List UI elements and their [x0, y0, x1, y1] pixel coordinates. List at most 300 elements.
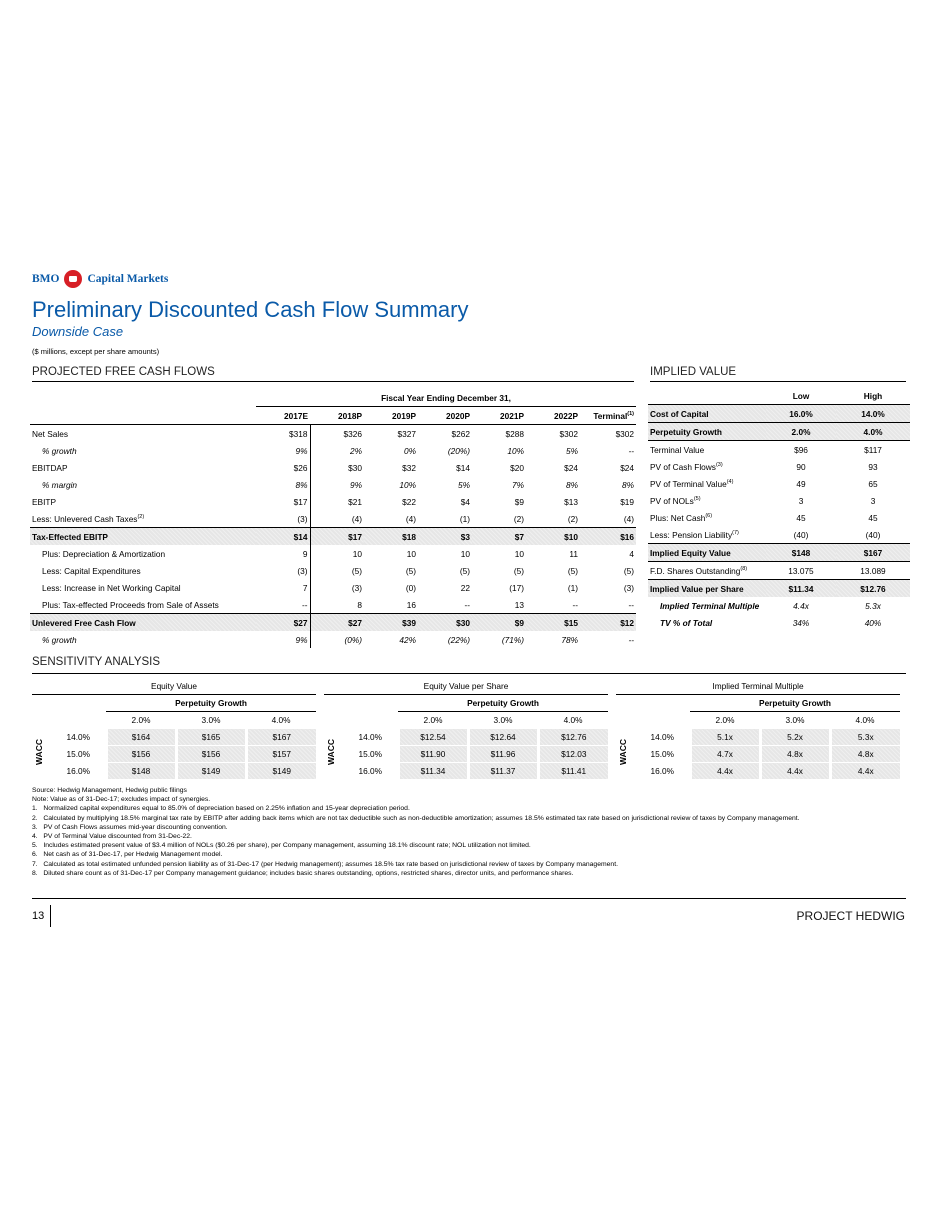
fcf-cell: --	[464, 599, 470, 610]
fcf-row-label-text: Net Sales	[32, 428, 68, 439]
fcf-row-1	[30, 442, 636, 459]
footnotes	[32, 786, 892, 878]
fcf-header-blank	[30, 407, 256, 425]
fcf-row-label	[30, 631, 256, 648]
fcf-row-8	[30, 562, 636, 579]
sens-wacc-label: WACC	[617, 739, 628, 765]
fcf-cell: $17	[310, 528, 364, 546]
sens-wacc-value: 16.0%	[52, 763, 106, 780]
fcf-cell: 10%	[399, 479, 416, 490]
fcf-cell: $39	[364, 614, 418, 632]
fcf-row-label	[30, 459, 256, 476]
sens-wacc-value: 15.0%	[636, 746, 690, 763]
sens-growth-header: 2.0%	[715, 715, 735, 725]
iv-row-label-text: Perpetuity Growth	[650, 426, 722, 437]
iv-row-label	[648, 562, 766, 580]
fcf-cell: $22	[402, 496, 416, 507]
iv-row-6	[648, 509, 910, 526]
fcf-row-label	[30, 614, 256, 632]
sens-cell: 4.8x	[830, 746, 900, 763]
fcf-col-label: 2021P	[500, 410, 524, 421]
fcf-row-10	[30, 596, 636, 614]
footnote-4: 3. PV of Cash Flows assumes mid-year discounting convention.	[32, 823, 228, 831]
iv-row-label-note: (6)	[705, 512, 713, 519]
sens-wacc-row	[32, 746, 316, 763]
iv-low-value: 16.0%	[766, 405, 836, 423]
sens-blank	[52, 712, 106, 729]
fcf-cell: $21	[348, 496, 362, 507]
sens-growth-header: 4.0%	[855, 715, 875, 725]
sens-cell: $11.90	[398, 746, 468, 763]
footnote-3: 2. Calculated by multiplying 18.5% marginal tax rate by EBITP after adding back items which are not tax deductible such as non-deductible amortization; assumes 18.5% estimated tax rate based on jurisdictional review of taxes by Company management.	[32, 814, 800, 822]
iv-low-value: 3	[798, 495, 804, 506]
sens-growth-header: 2.0%	[131, 715, 151, 725]
fcf-row-label	[30, 528, 256, 546]
fcf-cell: $26	[256, 459, 310, 476]
fcf-cell: --	[256, 596, 310, 614]
fcf-cell: $9	[514, 496, 524, 507]
iv-row-label	[648, 492, 766, 509]
fcf-cell: (0%)	[344, 634, 362, 645]
fcf-cell: 78%	[561, 634, 578, 645]
fcf-cell: 10	[460, 548, 470, 559]
fcf-cell: 9	[256, 545, 310, 562]
sens-pg-row	[32, 695, 316, 712]
iv-row-0	[648, 405, 910, 423]
iv-row-label	[648, 441, 766, 459]
iv-low-value: 90	[796, 461, 806, 472]
fcf-cell: 10	[406, 548, 416, 559]
iv-row-label	[648, 405, 766, 423]
sens-blank	[32, 712, 52, 729]
sens-wacc-value: 15.0%	[344, 746, 398, 763]
iv-row-label	[648, 458, 766, 475]
fcf-cell: 2%	[350, 445, 362, 456]
sens-blank	[636, 695, 690, 712]
sens-growth-header: 4.0%	[563, 715, 583, 725]
iv-row-1	[648, 423, 910, 441]
fcf-row-label-text: Less: Increase in Net Working Capital	[42, 582, 181, 593]
iv-row-label-text: PV of Terminal Value	[650, 478, 727, 489]
iv-low-value: 49	[796, 478, 806, 489]
fcf-section-title: PROJECTED FREE CASH FLOWS	[32, 366, 215, 378]
footnote-2: 1. Normalized capital expenditures equal to 85.0% of depreciation based on 2.25% inflation and 15-year depreciation period.	[32, 805, 410, 813]
fcf-row-label-text: Less: Unlevered Cash Taxes	[32, 513, 138, 524]
iv-row-label-text: Implied Value per Share	[650, 583, 744, 594]
iv-row-label	[648, 509, 766, 526]
fcf-cell: $9	[472, 614, 526, 632]
sens-blank	[616, 712, 636, 729]
footer-rule	[32, 898, 906, 899]
iv-row-label-text: Less: Pension Liability	[650, 529, 733, 540]
fcf-row-label-note: (2)	[137, 513, 145, 520]
iv-row-label-note: (4)	[726, 478, 734, 485]
fcf-cell: 10	[352, 548, 362, 559]
sens-wacc-value: 14.0%	[52, 729, 106, 746]
sens-cell: 4.7x	[690, 746, 760, 763]
sens-wacc-label: WACC	[325, 739, 336, 765]
sens-wacc-value: 15.0%	[52, 746, 106, 763]
project-name: PROJECT HEDWIG	[796, 909, 905, 923]
fcf-row-7	[30, 545, 636, 562]
iv-low-value: $11.34	[766, 580, 836, 598]
iv-high-value: 13.089	[836, 562, 910, 580]
iv-header-high: High	[836, 387, 910, 405]
page-subtitle: Downside Case	[32, 324, 124, 339]
fcf-cell: 5%	[566, 445, 578, 456]
iv-row-label	[648, 475, 766, 492]
iv-row-label-note: (5)	[693, 495, 701, 502]
fcf-col-label: 2019P	[392, 410, 416, 421]
fcf-cell: $326	[343, 428, 362, 439]
fcf-cell: $14	[456, 462, 470, 473]
fcf-section-rule	[32, 381, 634, 382]
iv-row-label	[648, 597, 766, 614]
sens-pg-label: Perpetuity Growth	[398, 695, 608, 712]
sens-wacc-value: 16.0%	[636, 763, 690, 780]
iv-row-label	[648, 544, 766, 562]
fcf-cell: (17)	[509, 582, 524, 593]
fcf-row-12	[30, 631, 636, 648]
fcf-row-label-text: % margin	[42, 479, 78, 490]
iv-row-4	[648, 475, 910, 492]
fcf-column-header-row	[30, 407, 636, 425]
sens-wacc-value: 14.0%	[636, 729, 690, 746]
fcf-cell: (4)	[405, 513, 416, 524]
sens-title-row	[616, 678, 900, 695]
fcf-cell: (2)	[567, 513, 578, 524]
implied-section-rule	[650, 381, 906, 382]
fcf-row-label	[30, 579, 256, 596]
fcf-cell: $27	[310, 614, 364, 632]
iv-low-value: 13.075	[766, 562, 836, 580]
fcf-cell: $15	[526, 614, 580, 632]
iv-header-blank	[648, 387, 766, 405]
sens-cell: $164	[106, 729, 176, 746]
fcf-cell: $327	[397, 428, 416, 439]
sens-table-title: Equity Value per Share	[324, 678, 608, 695]
sens-cell: $12.76	[538, 729, 608, 746]
sens-cell: $12.54	[398, 729, 468, 746]
fcf-cell: 5%	[458, 479, 470, 490]
fcf-col-label: 2018P	[338, 410, 362, 421]
fcf-cell: $24	[620, 462, 635, 473]
fcf-cell: (3)	[256, 562, 310, 579]
iv-row-5	[648, 492, 910, 509]
fcf-col-2017e	[256, 407, 310, 425]
iv-row-label-text: TV % of Total	[660, 617, 713, 628]
sens-cell: $165	[176, 729, 246, 746]
fcf-col-2020p	[418, 407, 472, 425]
fcf-row-2	[30, 459, 636, 476]
fcf-cell: 9%	[256, 442, 310, 459]
sens-blank	[324, 712, 344, 729]
fcf-cell: $12	[580, 614, 636, 632]
sens-cell: $11.96	[468, 746, 538, 763]
iv-row-label	[648, 614, 766, 631]
fcf-row-label-text: EBITP	[32, 496, 56, 507]
sens-blank	[636, 712, 690, 729]
iv-high-value: 65	[868, 478, 878, 489]
iv-row-label-note: (8)	[740, 565, 748, 572]
fcf-cell: 10%	[507, 445, 524, 456]
sens-growth-header: 3.0%	[493, 715, 513, 725]
footnote-7: 6. Net cash as of 31-Dec-17, per Hedwig Management model.	[32, 851, 223, 859]
fcf-cell: 11	[569, 548, 578, 559]
iv-high-value: 93	[868, 461, 878, 472]
fcf-row-4	[30, 493, 636, 510]
sens-title-row	[32, 678, 316, 695]
sens-pg-row	[324, 695, 608, 712]
fcf-cell: $7	[472, 528, 526, 546]
iv-low-value: 2.0%	[766, 423, 836, 441]
fcf-cell: (20%)	[447, 445, 470, 456]
iv-row-label-text: PV of Cash Flows	[650, 461, 716, 472]
fcf-col-label: 2022P	[554, 410, 578, 421]
fcf-cell: $17	[256, 493, 310, 510]
fcf-row-label-text: Plus: Tax-effected Proceeds from Sale of Assets	[42, 599, 219, 610]
fcf-cell: 4	[629, 548, 635, 559]
sensitivity-section-title: SENSITIVITY ANALYSIS	[32, 656, 161, 668]
sens-wacc-label: WACC	[33, 739, 44, 765]
iv-low-value: 45	[796, 512, 806, 523]
fcf-cell: 7	[256, 579, 310, 596]
sens-pg-label: Perpetuity Growth	[690, 695, 900, 712]
iv-row-9	[648, 562, 910, 580]
logo-text-capital-markets: Capital Markets	[87, 273, 169, 285]
fcf-col-label: 2020P	[446, 410, 470, 421]
fcf-cell: (1)	[567, 582, 578, 593]
sensitivity-table-1	[324, 678, 608, 779]
iv-high-value: 4.0%	[836, 423, 910, 441]
fcf-cell: $24	[564, 462, 578, 473]
fcf-cell: $19	[620, 496, 635, 507]
sens-cell: 4.8x	[760, 746, 830, 763]
bmo-logo	[32, 268, 168, 290]
sens-blank	[616, 695, 636, 712]
iv-row-7	[648, 526, 910, 544]
sens-title-row	[324, 678, 608, 695]
page-number: 13	[32, 910, 45, 922]
iv-high-value: 5.3x	[865, 600, 881, 611]
sens-cell: $12.03	[538, 746, 608, 763]
iv-row-label-text: Implied Terminal Multiple	[660, 600, 760, 611]
sens-wacc-value: 16.0%	[344, 763, 398, 780]
footnote-0: Source: Hedwig Management, Hedwig public filings	[32, 787, 187, 794]
iv-high-value: 3	[870, 495, 876, 506]
sens-blank	[52, 695, 106, 712]
fcf-col-2021p	[472, 407, 526, 425]
iv-row-label	[648, 580, 766, 598]
sens-cell: $11.34	[398, 763, 468, 780]
footnote-6: 5. Includes estimated present value of $3.4 million of NOLs ($0.26 per share), per Company management, assuming 18.1% discount rate; NOL utilization not limited.	[32, 842, 531, 850]
sens-growth-row	[616, 712, 900, 729]
fcf-col-label: Terminal	[593, 410, 628, 421]
fcf-cell: (5)	[513, 565, 524, 576]
iv-row-3	[648, 458, 910, 475]
sens-blank	[32, 695, 52, 712]
sens-cell: 4.4x	[760, 763, 830, 780]
fcf-cell: (0)	[405, 582, 416, 593]
fcf-cell: $13	[564, 496, 578, 507]
iv-high-value: $117	[864, 444, 882, 455]
fcf-row-9	[30, 579, 636, 596]
sens-cell: $148	[106, 763, 176, 780]
sens-table-title: Equity Value	[32, 678, 316, 695]
iv-row-2	[648, 441, 910, 459]
footer-divider	[50, 905, 51, 927]
sens-pg-label: Perpetuity Growth	[106, 695, 316, 712]
fcf-cell: $10	[526, 528, 580, 546]
sens-cell: 5.3x	[830, 729, 900, 746]
footnote-5: 4. PV of Terminal Value discounted from 31-Dec-22.	[32, 833, 192, 841]
fcf-cell: 8%	[622, 479, 635, 490]
fcf-col-2022p	[526, 407, 580, 425]
fcf-cell: 8%	[566, 479, 578, 490]
bmo-roundel-icon	[64, 270, 82, 288]
fcf-cell: (5)	[623, 565, 635, 576]
fcf-cell: 16	[406, 599, 416, 610]
page-title: Preliminary Discounted Cash Flow Summary	[32, 297, 469, 322]
sens-cell: $149	[176, 763, 246, 780]
sens-wacc-row	[324, 746, 608, 763]
fcf-cell: $302	[615, 428, 635, 439]
fcf-row-label	[30, 545, 256, 562]
sens-wacc-row	[616, 763, 900, 780]
sens-cell: 4.4x	[690, 763, 760, 780]
sens-growth-header: 3.0%	[785, 715, 805, 725]
fcf-col-2018p	[310, 407, 364, 425]
sens-wacc-row	[616, 729, 900, 746]
iv-row-label	[648, 526, 766, 544]
fcf-cell: (5)	[405, 565, 416, 576]
footnote-8: 7. Calculated as total estimated unfunded pension liability as of 31-Dec-17 (per Hedwig management); assumes 18.5% tax rate based on jurisdictional review of taxes by Company management.	[32, 860, 618, 868]
fcf-row-label	[30, 510, 256, 528]
iv-row-12	[648, 614, 910, 631]
fcf-cell: $302	[559, 428, 578, 439]
fcf-cell: (4)	[351, 513, 362, 524]
sens-growth-row	[324, 712, 608, 729]
fcf-row-11	[30, 614, 636, 632]
fcf-cell: (2)	[513, 513, 524, 524]
sens-cell: $11.37	[468, 763, 538, 780]
fcf-table	[30, 389, 636, 648]
units-note: ($ millions, except per share amounts)	[32, 347, 160, 356]
fcf-cell: --	[628, 634, 635, 645]
fcf-cell: (1)	[459, 513, 470, 524]
fcf-row-label	[30, 476, 256, 493]
fcf-row-label-text: EBITDAP	[32, 462, 68, 473]
iv-low-value: $148	[766, 544, 836, 562]
iv-row-label	[648, 423, 766, 441]
fcf-cell: 10	[514, 548, 524, 559]
iv-row-label-text: Cost of Capital	[650, 408, 709, 419]
sens-wacc-row	[324, 763, 608, 780]
iv-row-label-note: (3)	[715, 461, 723, 468]
sens-cell: 5.2x	[760, 729, 830, 746]
iv-row-11	[648, 597, 910, 614]
iv-high-value: (40)	[836, 526, 910, 544]
fcf-row-label	[30, 442, 256, 459]
iv-row-label-note: (7)	[732, 529, 739, 536]
fcf-cell: $262	[451, 428, 470, 439]
sens-wacc-row	[324, 729, 608, 746]
fcf-row-label-text: % growth	[42, 445, 77, 456]
sens-cell: $156	[176, 746, 246, 763]
fcf-row-0	[30, 425, 636, 443]
fcf-row-label	[30, 493, 256, 510]
sensitivity-table-2	[616, 678, 900, 779]
fcf-col-2019p	[364, 407, 418, 425]
sensitivity-table-0	[32, 678, 316, 779]
sens-growth-header: 4.0%	[271, 715, 291, 725]
iv-row-label-text: Implied Equity Value	[650, 547, 731, 558]
sens-wacc-value: 14.0%	[344, 729, 398, 746]
fcf-cell: 13	[514, 599, 524, 610]
fcf-cell: $20	[510, 462, 524, 473]
sens-blank	[324, 695, 344, 712]
iv-row-10	[648, 580, 910, 598]
footnote-1: Note: Value as of 31-Dec-17; excludes impact of synergies.	[32, 796, 211, 804]
iv-low-value: 4.4x	[793, 600, 809, 611]
implied-section-title: IMPLIED VALUE	[650, 366, 737, 378]
fcf-cell: (3)	[623, 582, 635, 593]
sens-growth-row	[32, 712, 316, 729]
fcf-cell: $288	[505, 428, 524, 439]
fcf-cell: --	[628, 445, 635, 456]
fcf-cell: (71%)	[501, 634, 524, 645]
sens-blank	[344, 712, 398, 729]
fcf-corner	[30, 389, 256, 407]
sens-cell: 4.4x	[830, 763, 900, 780]
sens-table-title: Implied Terminal Multiple	[616, 678, 900, 695]
iv-row-label-text: F.D. Shares Outstanding	[650, 565, 741, 576]
sens-blank	[344, 695, 398, 712]
fcf-cell: (4)	[623, 513, 635, 524]
sens-wacc-row	[616, 746, 900, 763]
fcf-cell: $3	[418, 528, 472, 546]
fcf-cell: 22	[460, 582, 470, 593]
fcf-row-label-text: Less: Capital Expenditures	[42, 565, 141, 576]
fcf-row-label-text: Unlevered Free Cash Flow	[32, 617, 136, 628]
fcf-cell: (22%)	[447, 634, 470, 645]
sens-cell: 5.1x	[690, 729, 760, 746]
fcf-cell: 8	[357, 599, 362, 610]
iv-high-value: 14.0%	[836, 405, 910, 423]
sens-wacc-row	[32, 763, 316, 780]
fcf-row-3	[30, 476, 636, 493]
fcf-row-label-text: Tax-Effected EBITP	[32, 531, 108, 542]
iv-row-label-text: PV of NOLs	[650, 495, 694, 506]
iv-low-value: (40)	[766, 526, 836, 544]
fcf-cell: $30	[348, 462, 362, 473]
logo-text-bmo: BMO	[32, 273, 60, 285]
iv-high-value: $12.76	[836, 580, 910, 598]
fcf-cell: $32	[402, 462, 416, 473]
sens-growth-header: 2.0%	[423, 715, 443, 725]
iv-high-value: 40%	[864, 617, 882, 628]
fcf-terminal-note: (1)	[627, 410, 635, 417]
iv-header-low: Low	[766, 387, 836, 405]
fcf-cell: 0%	[404, 445, 416, 456]
iv-high-value: 45	[868, 512, 878, 523]
fcf-row-label	[30, 562, 256, 579]
sens-wacc-row	[32, 729, 316, 746]
fcf-cell: $18	[364, 528, 418, 546]
fcf-row-5	[30, 510, 636, 528]
iv-low-value: $96	[794, 444, 808, 455]
iv-row-label-text: Terminal Value	[650, 444, 705, 455]
